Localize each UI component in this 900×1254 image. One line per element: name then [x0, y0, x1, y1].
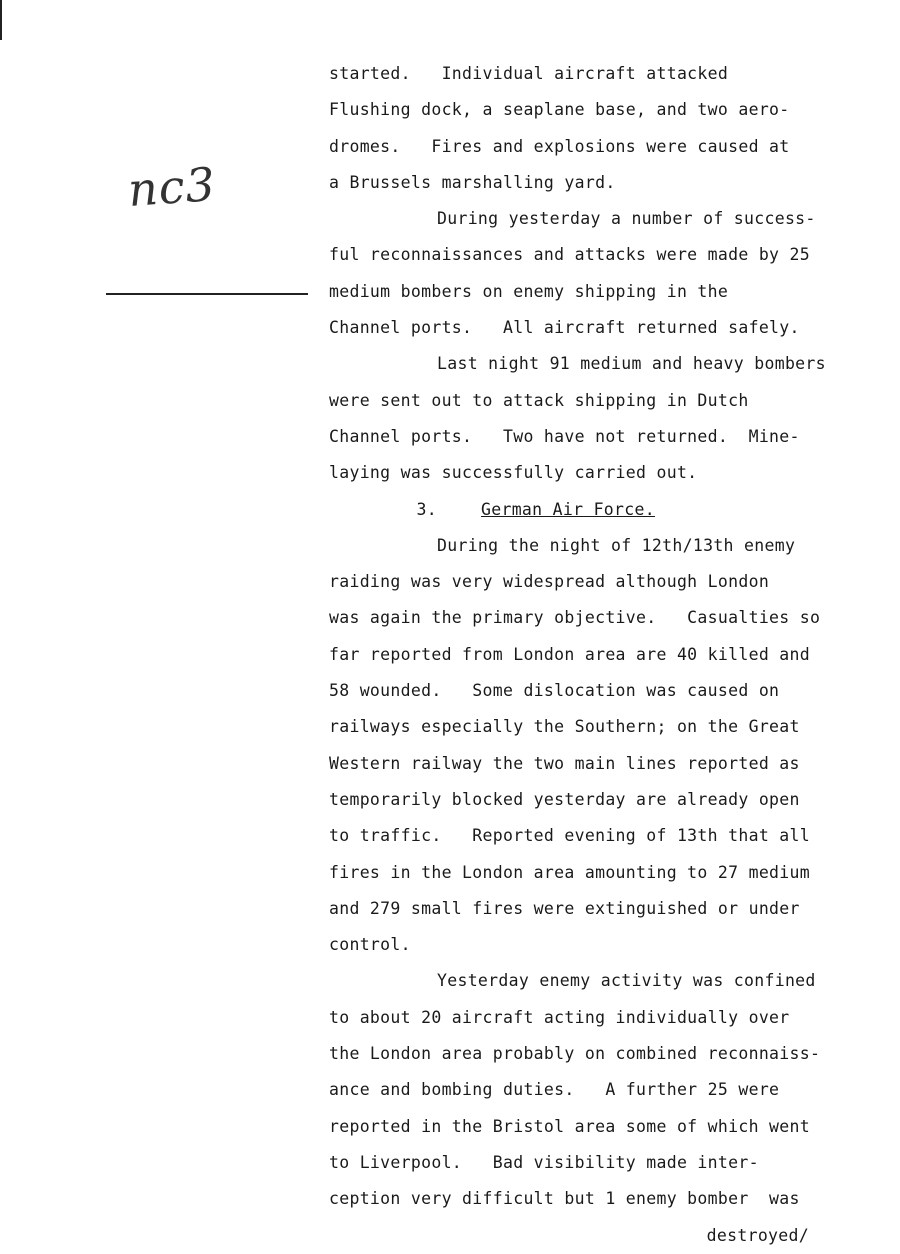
text-line — [329, 963, 869, 999]
text-line: the London area probably on combined reconnaiss- — [329, 1044, 821, 1064]
text-line-content: During yesterday a number of success- — [437, 209, 816, 229]
text-line-content: Yesterday enemy activity was confined — [437, 971, 816, 991]
text-line-content: Last night 91 medium and heavy bombers — [437, 354, 826, 374]
text-line: Channel ports. All aircraft returned safely. — [329, 318, 800, 338]
text-line: to about 20 aircraft acting individually over — [329, 1007, 790, 1027]
text-line — [329, 201, 869, 237]
text-line: 58 wounded. Some dislocation was caused on — [329, 681, 780, 701]
section-number: 3. — [416, 499, 437, 519]
catchword: destroyed/ — [706, 1225, 809, 1245]
section-title: German Air Force. — [481, 499, 655, 519]
text-line: far reported from London area are 40 killed and — [329, 644, 810, 664]
text-line: Flushing dock, a seaplane base, and two aero- — [329, 100, 790, 120]
text-line: medium bombers on enemy shipping in the — [329, 281, 729, 301]
text-line — [329, 346, 869, 382]
handwritten-annotation: nc3 — [126, 157, 218, 217]
text-line: control. — [329, 935, 411, 955]
text-line: Channel ports. Two have not returned. Mine- — [329, 426, 800, 446]
text-line: was again the primary objective. Casualties so — [329, 608, 821, 628]
text-line: raiding was very widespread although London — [329, 572, 770, 592]
text-line: ception very difficult but 1 enemy bomber was — [329, 1189, 800, 1209]
text-line: ful reconnaissances and attacks were made by 25 — [329, 245, 810, 265]
text-line: to Liverpool. Bad visibility made inter- — [329, 1152, 759, 1172]
text-line: reported in the Bristol area some of which went — [329, 1116, 810, 1136]
text-line: laying was successfully carried out. — [329, 463, 698, 483]
text-line: a Brussels marshalling yard. — [329, 172, 616, 192]
margin-rule — [106, 293, 308, 295]
section-heading — [329, 492, 869, 528]
body-text — [329, 56, 869, 1254]
text-line: started. Individual aircraft attacked — [329, 64, 729, 83]
text-line: fires in the London area amounting to 27 medium — [329, 862, 810, 882]
text-line: were sent out to attack shipping in Dutch — [329, 390, 749, 410]
text-line-content: During the night of 12th/13th enemy — [437, 535, 796, 555]
text-line: and 279 small fires were extinguished or under — [329, 898, 800, 918]
text-line: ance and bombing duties. A further 25 were — [329, 1080, 780, 1100]
text-line: Western railway the two main lines reported as — [329, 753, 800, 773]
page-edge-mark — [0, 0, 2, 40]
text-line: railways especially the Southern; on the Great — [329, 717, 800, 737]
text-line: to traffic. Reported evening of 13th that all — [329, 826, 810, 846]
text-line: dromes. Fires and explosions were caused at — [329, 136, 790, 156]
text-line: temporarily blocked yesterday are already open — [329, 789, 800, 809]
text-line — [329, 528, 869, 564]
